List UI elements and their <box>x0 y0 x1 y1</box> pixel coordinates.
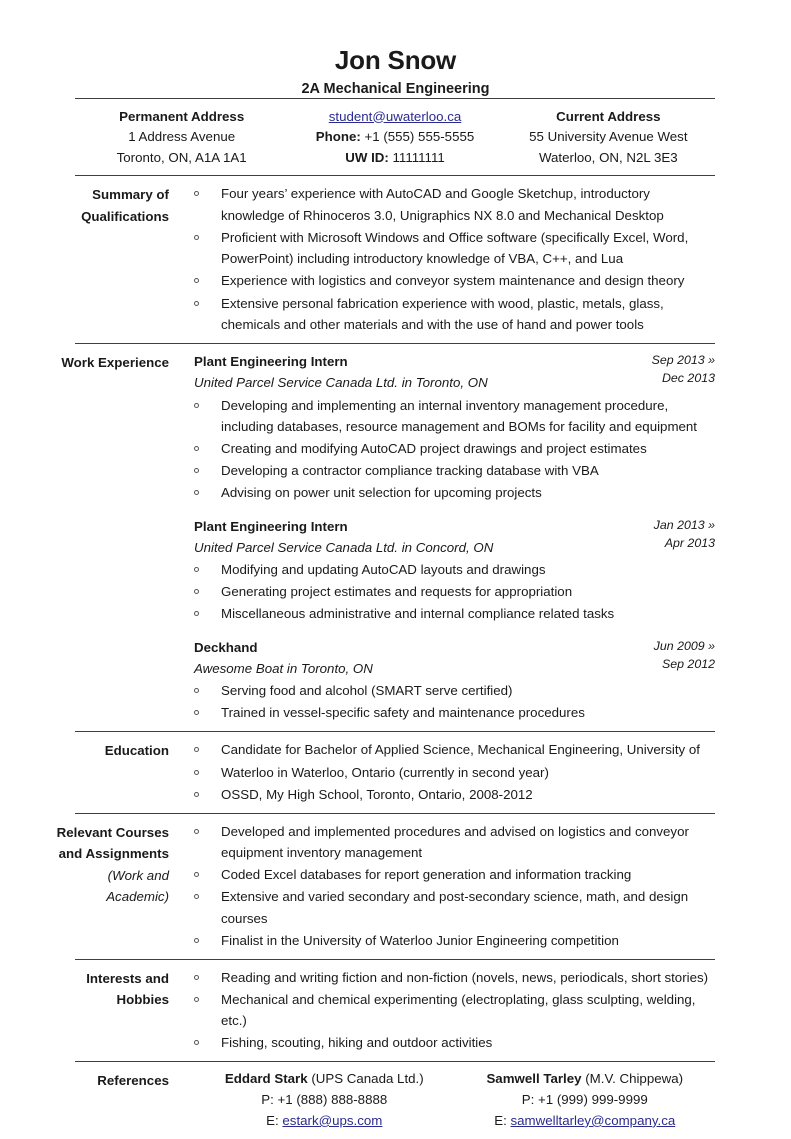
reference-email-row <box>194 1111 455 1132</box>
reference-entry <box>455 1069 716 1131</box>
uw-id-row <box>288 148 501 169</box>
job-bullet-list <box>185 680 715 724</box>
list-item: Miscellaneous administrative and internal compliance related tasks <box>185 603 715 625</box>
reference-organization: (UPS Canada Ltd.) <box>311 1071 424 1087</box>
permanent-address-column <box>75 107 288 169</box>
job-entry <box>185 637 715 724</box>
list-item: Waterloo in Waterloo, Ontario (currently in second year) <box>185 762 715 784</box>
contact-details-column <box>288 107 501 169</box>
section-label-interests: Interests and Hobbies <box>86 970 169 1008</box>
reference-email-row <box>455 1111 716 1132</box>
section-label-references: References <box>97 1073 169 1089</box>
job-date-end: Dec 2013 <box>661 371 715 386</box>
job-entry <box>185 516 715 625</box>
section-label-education: Education <box>104 743 169 759</box>
current-address-line1: 55 University Avenue West <box>529 129 688 145</box>
reference-phone: P: +1 (888) 888-8888 <box>261 1092 388 1108</box>
job-dates <box>652 351 715 388</box>
job-date-end: Sep 2012 <box>661 657 715 672</box>
reference-organization: (M.V. Chippewa) <box>585 1071 684 1087</box>
list-item: Serving food and alcohol (SMART serve certified) <box>185 680 715 702</box>
section-body-references <box>169 1069 715 1131</box>
section-label-relevant-courses-main: Relevant Courses and Assignments <box>56 824 169 862</box>
reference-list <box>185 1069 715 1131</box>
courses-bullet-list <box>185 821 715 952</box>
list-item: Developed and implemented procedures and advised on logistics and conveyor equipment inventory management <box>185 821 715 864</box>
phone-label: Phone: <box>315 129 361 145</box>
section-body-relevant-courses <box>169 821 715 952</box>
job-date-start: Jan 2013 » <box>653 517 715 532</box>
interests-bullet-list <box>185 967 715 1054</box>
list-item: Extensive personal fabrication experience with wood, plastic, metals, glass, chemicals and other materials and with the use of hand and power tools <box>185 293 715 336</box>
permanent-address-line1: 1 Address Avenue <box>128 129 236 145</box>
list-item: Reading and writing fiction and non-fiction (novels, news, periodicals, short stories) <box>185 967 715 989</box>
list-item: Modifying and updating AutoCAD layouts and drawings <box>185 559 715 581</box>
reference-email-link[interactable]: estark@ups.com <box>282 1112 383 1128</box>
phone-value: +1 (555) 555-5555 <box>364 129 475 145</box>
current-address-heading: Current Address <box>556 108 661 124</box>
list-item: Proficient with Microsoft Windows and Office software (specifically Excel, Word, PowerPoint) including introductory knowledge of VBA, C++, and Lua <box>185 227 715 270</box>
list-item: OSSD, My High School, Toronto, Ontario, 2008-2012 <box>185 784 715 806</box>
page-subtitle: 2A Mechanical Engineering <box>301 80 490 97</box>
reference-email-link[interactable]: samwelltarley@company.ca <box>510 1112 676 1128</box>
section-references <box>0 1062 791 1138</box>
job-list <box>185 351 715 724</box>
education-bullet-list <box>185 739 715 805</box>
current-address-line2: Waterloo, ON, N2L 3E3 <box>538 149 678 165</box>
job-date-start: Sep 2013 » <box>651 353 715 368</box>
section-label-work-experience: Work Experience <box>61 355 169 371</box>
job-date-end: Apr 2013 <box>664 536 715 551</box>
reference-phone: P: +1 (999) 999-9999 <box>521 1092 648 1108</box>
reference-email-label: E: <box>266 1112 279 1128</box>
permanent-address-heading: Permanent Address <box>119 108 245 124</box>
job-bullet-list <box>185 395 715 504</box>
job-organization: Awesome Boat in Toronto, ON <box>194 661 373 677</box>
list-item: Coded Excel databases for report generation and information tracking <box>185 864 715 886</box>
section-body-education <box>169 739 715 805</box>
current-address-column <box>502 107 715 169</box>
list-item: Trained in vessel-specific safety and maintenance procedures <box>185 702 715 724</box>
list-item: Creating and modifying AutoCAD project drawings and project estimates <box>185 438 715 460</box>
job-entry <box>185 351 715 504</box>
section-relevant-courses <box>0 814 791 959</box>
list-item: Fishing, scouting, hiking and outdoor activities <box>185 1032 715 1054</box>
job-organization: United Parcel Service Canada Ltd. in Toronto, ON <box>194 375 488 391</box>
reference-name: Samwell Tarley <box>486 1071 582 1087</box>
job-bullet-list <box>185 559 715 625</box>
section-summary <box>0 176 791 343</box>
list-item: Generating project estimates and requests for appropriation <box>185 581 715 603</box>
job-title: Deckhand <box>194 639 258 655</box>
job-date-start: Jun 2009 » <box>653 638 715 653</box>
reference-email-label: E: <box>494 1112 507 1128</box>
section-body-summary <box>169 183 715 336</box>
list-item: Developing a contractor compliance tracking database with VBA <box>185 460 715 482</box>
list-item: Mechanical and chemical experimenting (electroplating, glass sculpting, welding, etc.) <box>185 989 715 1032</box>
job-organization: United Parcel Service Canada Ltd. in Concord, ON <box>194 540 494 556</box>
list-item: Candidate for Bachelor of Applied Science, Mechanical Engineering, University of <box>185 739 715 761</box>
job-dates <box>654 637 715 674</box>
reference-name: Eddard Stark <box>224 1071 308 1087</box>
list-item: Advising on power unit selection for upcoming projects <box>185 482 715 504</box>
job-dates <box>654 516 715 553</box>
list-item: Four years’ experience with AutoCAD and Google Sketchup, introductory knowledge of Rhinoceros 3.0, Unigraphics NX 8.0 and Mechanical Desktop <box>185 183 715 226</box>
section-label-relevant-courses <box>56 821 169 908</box>
uw-id-value: 11111111 <box>392 149 445 165</box>
page-title: Jon Snow <box>334 45 457 75</box>
email-link[interactable]: student@uwaterloo.ca <box>328 108 462 124</box>
section-body-interests <box>169 967 715 1055</box>
phone-row <box>288 127 501 148</box>
list-item: Experience with logistics and conveyor system maintenance and design theory <box>185 270 715 292</box>
job-title: Plant Engineering Intern <box>194 518 348 534</box>
reference-entry <box>194 1069 455 1131</box>
list-item: Extensive and varied secondary and post-secondary science, math, and design courses <box>185 886 715 929</box>
summary-bullet-list <box>185 183 715 335</box>
contact-block <box>0 99 791 176</box>
uw-id-label: UW ID: <box>345 149 389 165</box>
list-item: Finalist in the University of Waterloo Junior Engineering competition <box>185 930 715 952</box>
section-interests <box>0 960 791 1062</box>
section-label-relevant-courses-sub: (Work and Academic) <box>106 867 169 905</box>
reference-name-row <box>455 1069 716 1090</box>
section-work-experience <box>0 344 791 731</box>
section-label-summary: Summary of Qualifications <box>81 187 169 224</box>
permanent-address-line2: Toronto, ON, A1A 1A1 <box>116 149 247 165</box>
section-body-work-experience <box>169 351 715 724</box>
job-title: Plant Engineering Intern <box>194 354 348 370</box>
reference-name-row <box>194 1069 455 1090</box>
list-item: Developing and implementing an internal inventory management procedure, including databases, resource management and BOMs for facility and equipment <box>185 395 715 438</box>
section-education <box>0 732 791 812</box>
